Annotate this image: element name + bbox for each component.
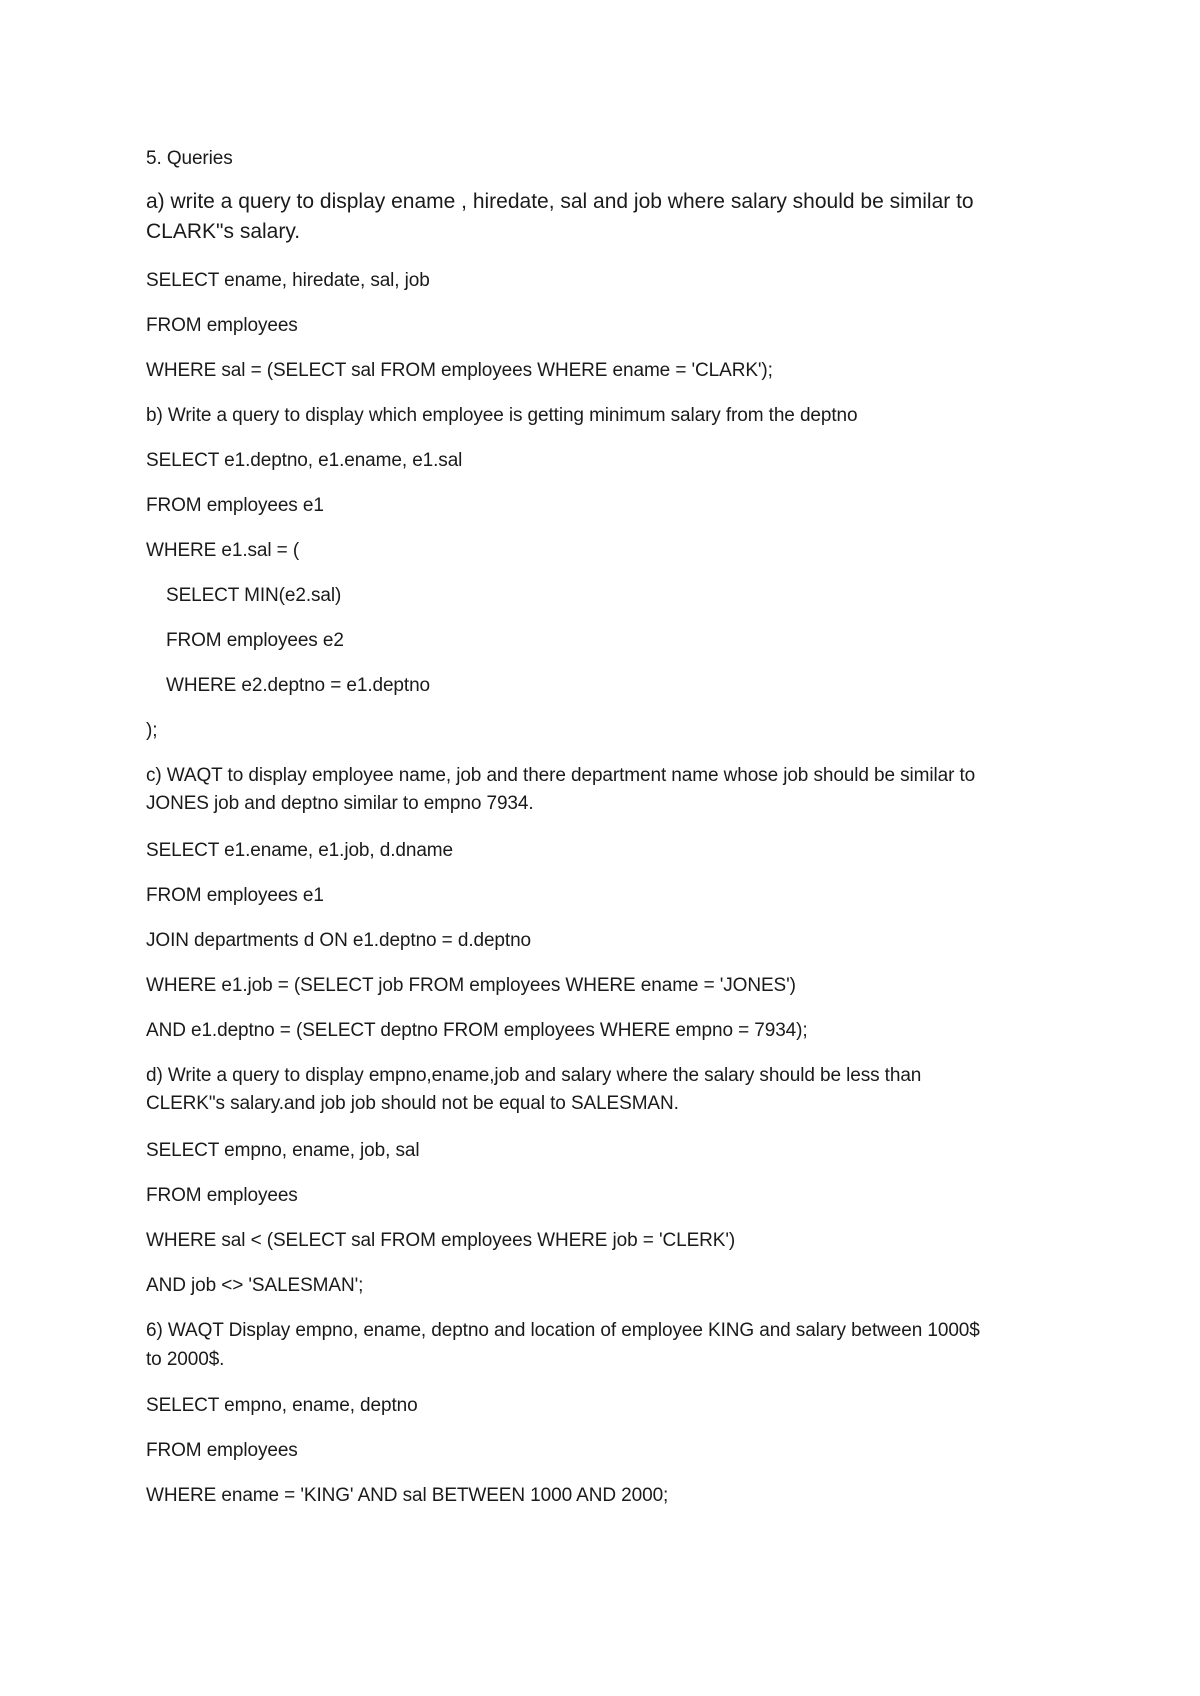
sql-d-line-1: SELECT empno, ename, job, sal	[146, 1140, 420, 1161]
section-heading: 5. Queries	[146, 148, 233, 169]
sql-c-line-4: WHERE e1.job = (SELECT job FROM employees WHERE ename = 'JONES')	[146, 975, 796, 996]
question-a-line-1: a) write a query to display ename , hiredate, sal and job where salary should be similar to	[146, 190, 974, 213]
sql-b-line-6: WHERE e2.deptno = e1.deptno	[166, 675, 431, 696]
sql-c-line-5: AND e1.deptno = (SELECT deptno FROM employees WHERE empno = 7934);	[146, 1020, 808, 1041]
question-c-line-1: c) WAQT to display employee name, job and there department name whose job should be similar to	[146, 765, 976, 786]
sql-b-line-2: FROM employees e1	[146, 495, 324, 516]
sql-a-line-1: SELECT ename, hiredate, sal, job	[146, 270, 430, 291]
sql-a-line-2: FROM employees	[146, 315, 298, 336]
question-6-line-2: to 2000$.	[146, 1349, 225, 1370]
sql-a-line-3: WHERE sal = (SELECT sal FROM employees WHERE ename = 'CLARK');	[146, 360, 773, 381]
question-d-line-1: d) Write a query to display empno,ename,job and salary where the salary should be less than	[146, 1065, 922, 1086]
sql-b-line-5: FROM employees e2	[166, 630, 344, 651]
sql-d-line-2: FROM employees	[146, 1185, 298, 1206]
question-d-line-2: CLERK"s salary.and job job should not be equal to SALESMAN.	[146, 1093, 679, 1114]
question-a-line-2: CLARK"s salary.	[146, 220, 301, 243]
sql-6-line-1: SELECT empno, ename, deptno	[146, 1395, 418, 1416]
sql-c-line-2: FROM employees e1	[146, 885, 324, 906]
sql-6-line-3: WHERE ename = 'KING' AND sal BETWEEN 1000 AND 2000;	[146, 1485, 669, 1506]
sql-b-line-1: SELECT e1.deptno, e1.ename, e1.sal	[146, 450, 463, 471]
sql-c-line-3: JOIN departments d ON e1.deptno = d.deptno	[146, 930, 532, 951]
sql-c-line-1: SELECT e1.ename, e1.job, d.dname	[146, 840, 453, 861]
sql-d-line-3: WHERE sal < (SELECT sal FROM employees WHERE job = 'CLERK')	[146, 1230, 736, 1251]
question-b-line-1: b) Write a query to display which employee is getting minimum salary from the deptno	[146, 405, 858, 426]
sql-6-line-2: FROM employees	[146, 1440, 298, 1461]
sql-b-line-3: WHERE e1.sal = (	[146, 540, 300, 561]
sql-b-line-7: );	[146, 720, 158, 741]
question-c-line-2: JONES job and deptno similar to empno 7934.	[146, 793, 534, 814]
question-6-line-1: 6) WAQT Display empno, ename, deptno and location of employee KING and salary between 1000$	[146, 1320, 980, 1341]
sql-b-line-4: SELECT MIN(e2.sal)	[166, 585, 342, 606]
sql-d-line-4: AND job <> 'SALESMAN';	[146, 1275, 364, 1296]
